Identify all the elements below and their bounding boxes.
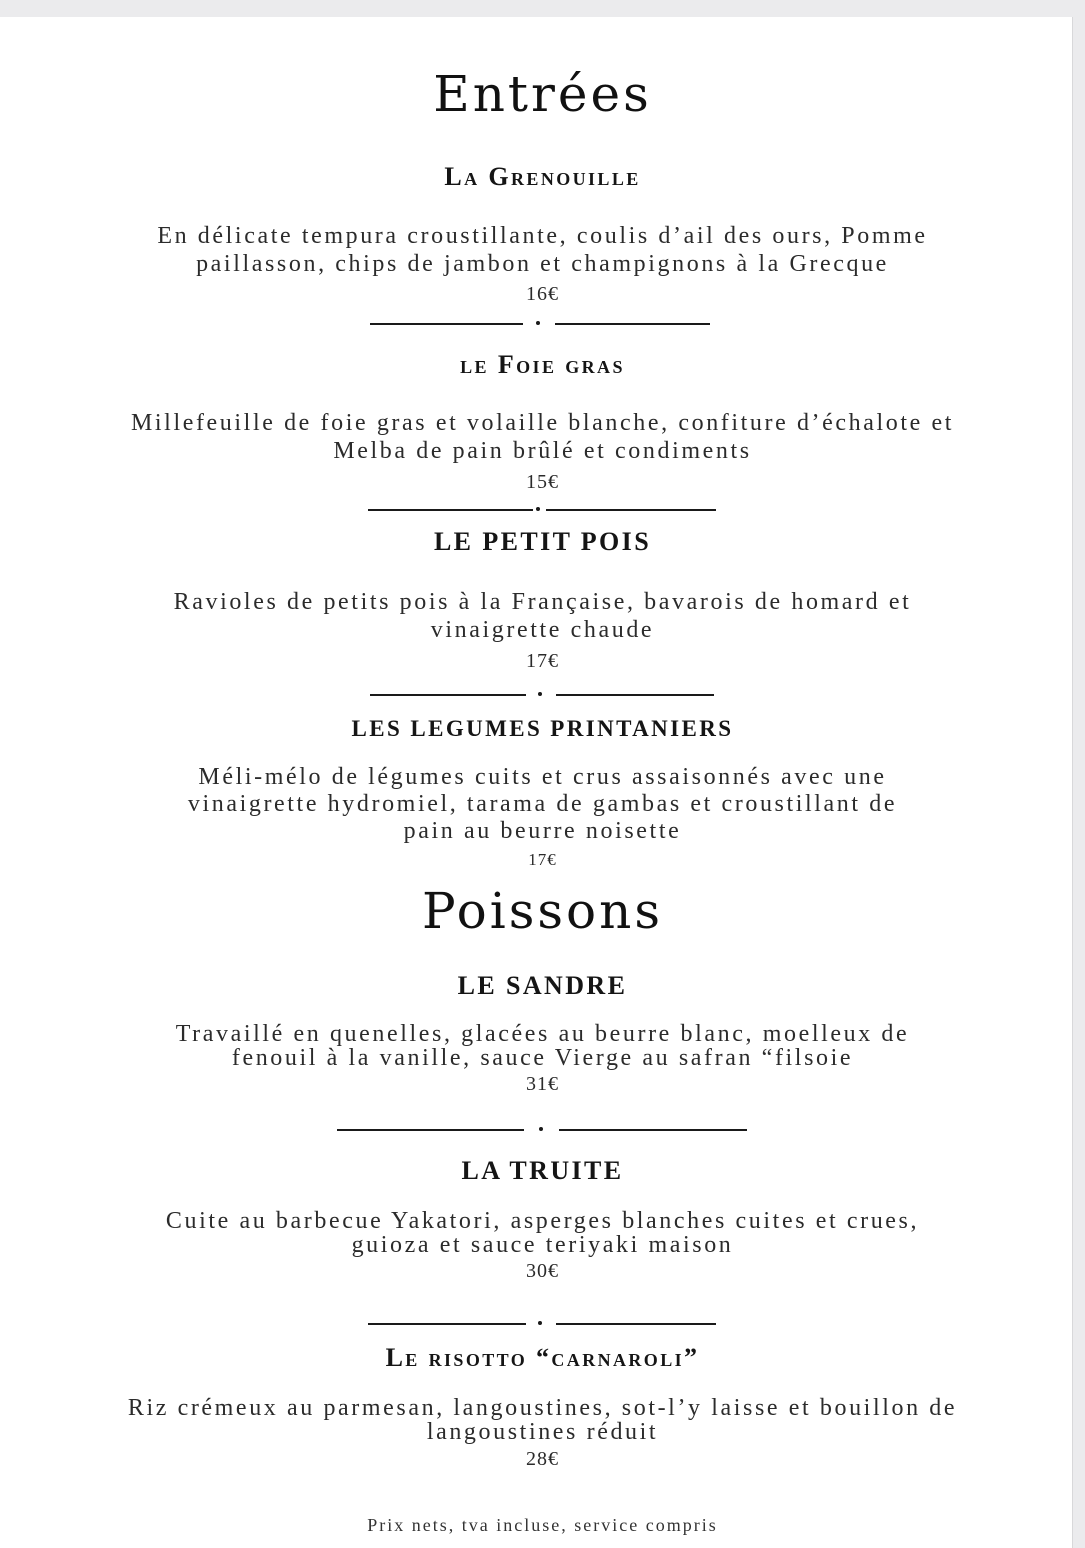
divider xyxy=(337,1125,749,1135)
dish-desc-line: Travaillé en quenelles, glacées au beurre blanc, moelleux de xyxy=(175,1021,910,1047)
dish-name-risotto: Le risotto “carnaroli” xyxy=(385,1343,700,1372)
dish-desc-line: Melba de pain brûlé et condiments xyxy=(333,438,752,464)
dish-desc-line: Méli-mélo de légumes cuits et crus assaisonnés avec une xyxy=(198,764,887,790)
divider xyxy=(368,505,718,515)
dish-desc-line: paillasson, chips de jambon et champignons à la Grecque xyxy=(196,251,889,277)
dish-price: 15€ xyxy=(526,471,559,493)
dish-desc-line: vinaigrette hydromiel, tarama de gambas et croustillant de xyxy=(187,791,898,817)
dish-desc-line: vinaigrette chaude xyxy=(430,617,655,643)
dish-desc-line: fenouil à la vanille, sauce Vierge au safran “filsoie xyxy=(231,1045,854,1071)
dish-desc-line: En délicate tempura croustillante, coulis d’ail des ours, Pomme xyxy=(157,223,928,249)
dish-desc-line: Riz crémeux au parmesan, langoustines, sot-l’y laisse et bouillon de xyxy=(127,1395,958,1421)
dish-desc-line: guioza et sauce teriyaki maison xyxy=(351,1232,734,1258)
dish-desc-line: pain au beurre noisette xyxy=(403,818,682,844)
dish-price: 28€ xyxy=(526,1448,559,1470)
dish-price: 30€ xyxy=(526,1260,559,1282)
dish-price: 16€ xyxy=(526,283,559,305)
dish-price: 17€ xyxy=(528,850,557,869)
dish-price: 31€ xyxy=(526,1073,559,1095)
dish-desc-line: Ravioles de petits pois à la Française, bavarois de homard et xyxy=(173,589,912,615)
dish-name-petit-pois: LE PETIT POIS xyxy=(433,527,652,556)
divider xyxy=(370,319,710,329)
dish-name-foie-gras: le Foie gras xyxy=(460,350,625,379)
dish-desc-line: Cuite au barbecue Yakatori, asperges blanches cuites et crues, xyxy=(165,1208,920,1234)
dish-name-sandre: LE SANDRE xyxy=(457,971,628,1000)
section-title-entrees: Entrées xyxy=(433,65,652,123)
dish-price: 17€ xyxy=(526,650,559,672)
section-title-poissons: Poissons xyxy=(422,882,663,940)
dish-name-truite: LA TRUITE xyxy=(461,1156,624,1185)
footer-note: Prix nets, tva incluse, service compris xyxy=(367,1515,718,1535)
dish-desc-line: Millefeuille de foie gras et volaille blanche, confiture d’échalote et xyxy=(130,410,955,436)
divider xyxy=(368,1319,718,1329)
dish-name-legumes-printaniers: LES LEGUMES PRINTANIERS xyxy=(351,716,734,741)
dish-desc-line: langoustines réduit xyxy=(426,1419,659,1445)
dish-name-grenouille: La Grenouille xyxy=(444,162,641,191)
divider xyxy=(370,690,715,700)
